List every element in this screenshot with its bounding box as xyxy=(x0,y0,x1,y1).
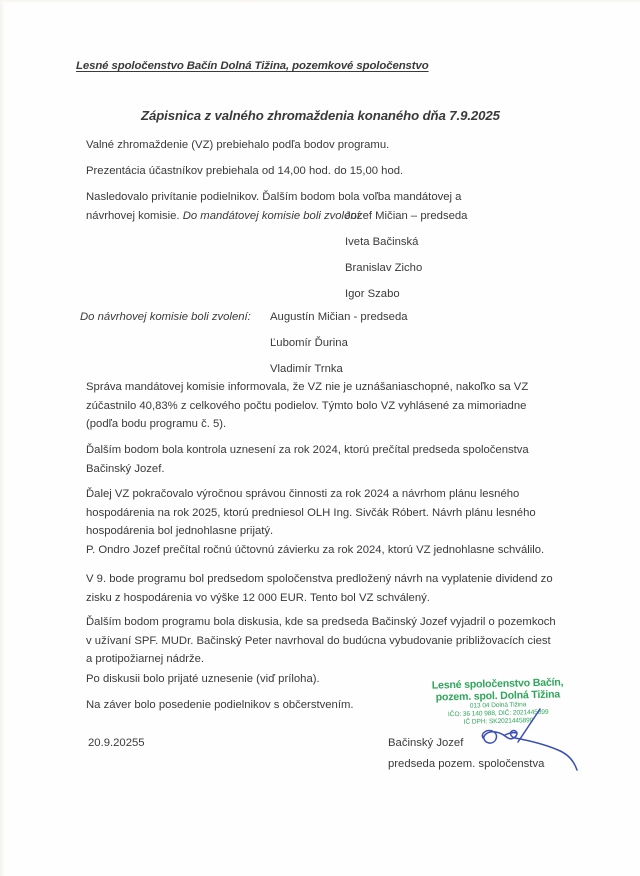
signatory-name: Bačinský Jozef xyxy=(388,737,464,749)
signatory-role: predseda pozem. spoločenstva xyxy=(388,758,545,770)
paragraph-financial-statement: P. Ondro Jozef prečítal ročnú účtovnú závierku za rok 2024, ktorú VZ jednohlasne schválilo. xyxy=(86,544,545,556)
stamp-line-ico-dic: IČO: 36 140 988, DIČ: 2021445899 xyxy=(447,708,549,719)
mandate-commission-label: Do mandátovej komisie boli zvolení: xyxy=(182,209,363,222)
stamp-line-ic-dph: IČ DPH: SK2021445899 xyxy=(463,717,534,726)
proposal-commission-member: Vladimír Trnka xyxy=(270,363,343,375)
paragraph-dividends: V 9. bode programu bol predsedom spoločenstva predložený návrh na vyplatenie dividend zo zisku z hospodárenia vo výške 12 000 EUR. Tento bol VZ schválený. xyxy=(86,573,553,604)
scan-edge-left xyxy=(0,0,5,876)
proposal-commission-member: Augustín Mičian - predseda xyxy=(270,311,408,323)
proposal-commission-label: Do návrhovej komisie boli zvolení: xyxy=(80,311,251,323)
stamp-line-entity: pozem. spol. Dolná Tižina xyxy=(435,688,561,704)
paragraph-discussion: Ďalším bodom programu bola diskusia, kde sa predseda Bačinský Jozef vyjadril o pozemkoch v užívaní SPF. MUDr. Bačinský Peter navrhoval do budúcna vybudovanie približovacích ciest a protipožiarnej nádrže. xyxy=(86,616,556,666)
mandate-commission-member: Iveta Bačinská xyxy=(345,236,419,248)
signature-date: 20.9.20255 xyxy=(88,737,145,749)
stamp-line-address: 013 04 Dolná Tižina xyxy=(469,701,527,710)
commissions-lead-text: Nasledovalo privítanie podielnikov. Ďalším bodom bola voľba mandátovej a návrhovej komisie. xyxy=(86,191,462,222)
scan-edge-top xyxy=(0,0,640,4)
paragraph-resolution-control: Ďalším bodom bola kontrola uznesení za rok 2024, ktorú prečítal predseda spoločenstva Bačinský Jozef. xyxy=(86,444,529,475)
paragraph-opening: Valné zhromaždenie (VZ) prebiehalo podľa bodov programu. xyxy=(86,139,390,151)
paragraph-resolution-adopted: Po diskusii bolo prijaté uznesenie (viď príloha). xyxy=(86,673,320,685)
page-title: Zápisnica z valného zhromaždenia konaného dňa 7.9.2025 xyxy=(141,108,500,123)
organization-letterhead: Lesné spoločenstvo Bačín Dolná Tižina, pozemkové spoločenstvo xyxy=(76,60,429,72)
paragraph-quorum-report: Správa mandátovej komisie informovala, že VZ nie je uznášaniaschopné, nakoľko sa VZ zúčastnilo 40,83% z celkového počtu podielov. Týmto bolo VZ vyhlásené za mimoriadne (podľa bodu programu č. 5). xyxy=(86,381,529,431)
mandate-commission-member: Igor Szabo xyxy=(345,288,400,300)
proposal-commission-member: Ľubomír Ďurina xyxy=(270,337,348,349)
stamp-line-organization: Lesné spoločenstvo Bačín, xyxy=(431,676,564,692)
paragraph-closing: Na záver bolo posedenie podielnikov s občerstvením. xyxy=(86,699,354,711)
mandate-commission-member: Branislav Zicho xyxy=(345,262,423,274)
paragraph-registration: Prezentácia účastníkov prebiehala od 14,00 hod. do 15,00 hod. xyxy=(86,165,404,177)
paragraph-annual-report: Ďalej VZ pokračovalo výročnou správou činnosti za rok 2024 a návrhom plánu lesného hospodárenia na rok 2025, ktorú predniesol OLH Ing. Sivčák Róbert. Návrh plánu lesného hospodárenia bol jednohlasne prijatý. xyxy=(86,488,536,538)
mandate-commission-member: Jozef Mičian – predseda xyxy=(345,210,468,222)
